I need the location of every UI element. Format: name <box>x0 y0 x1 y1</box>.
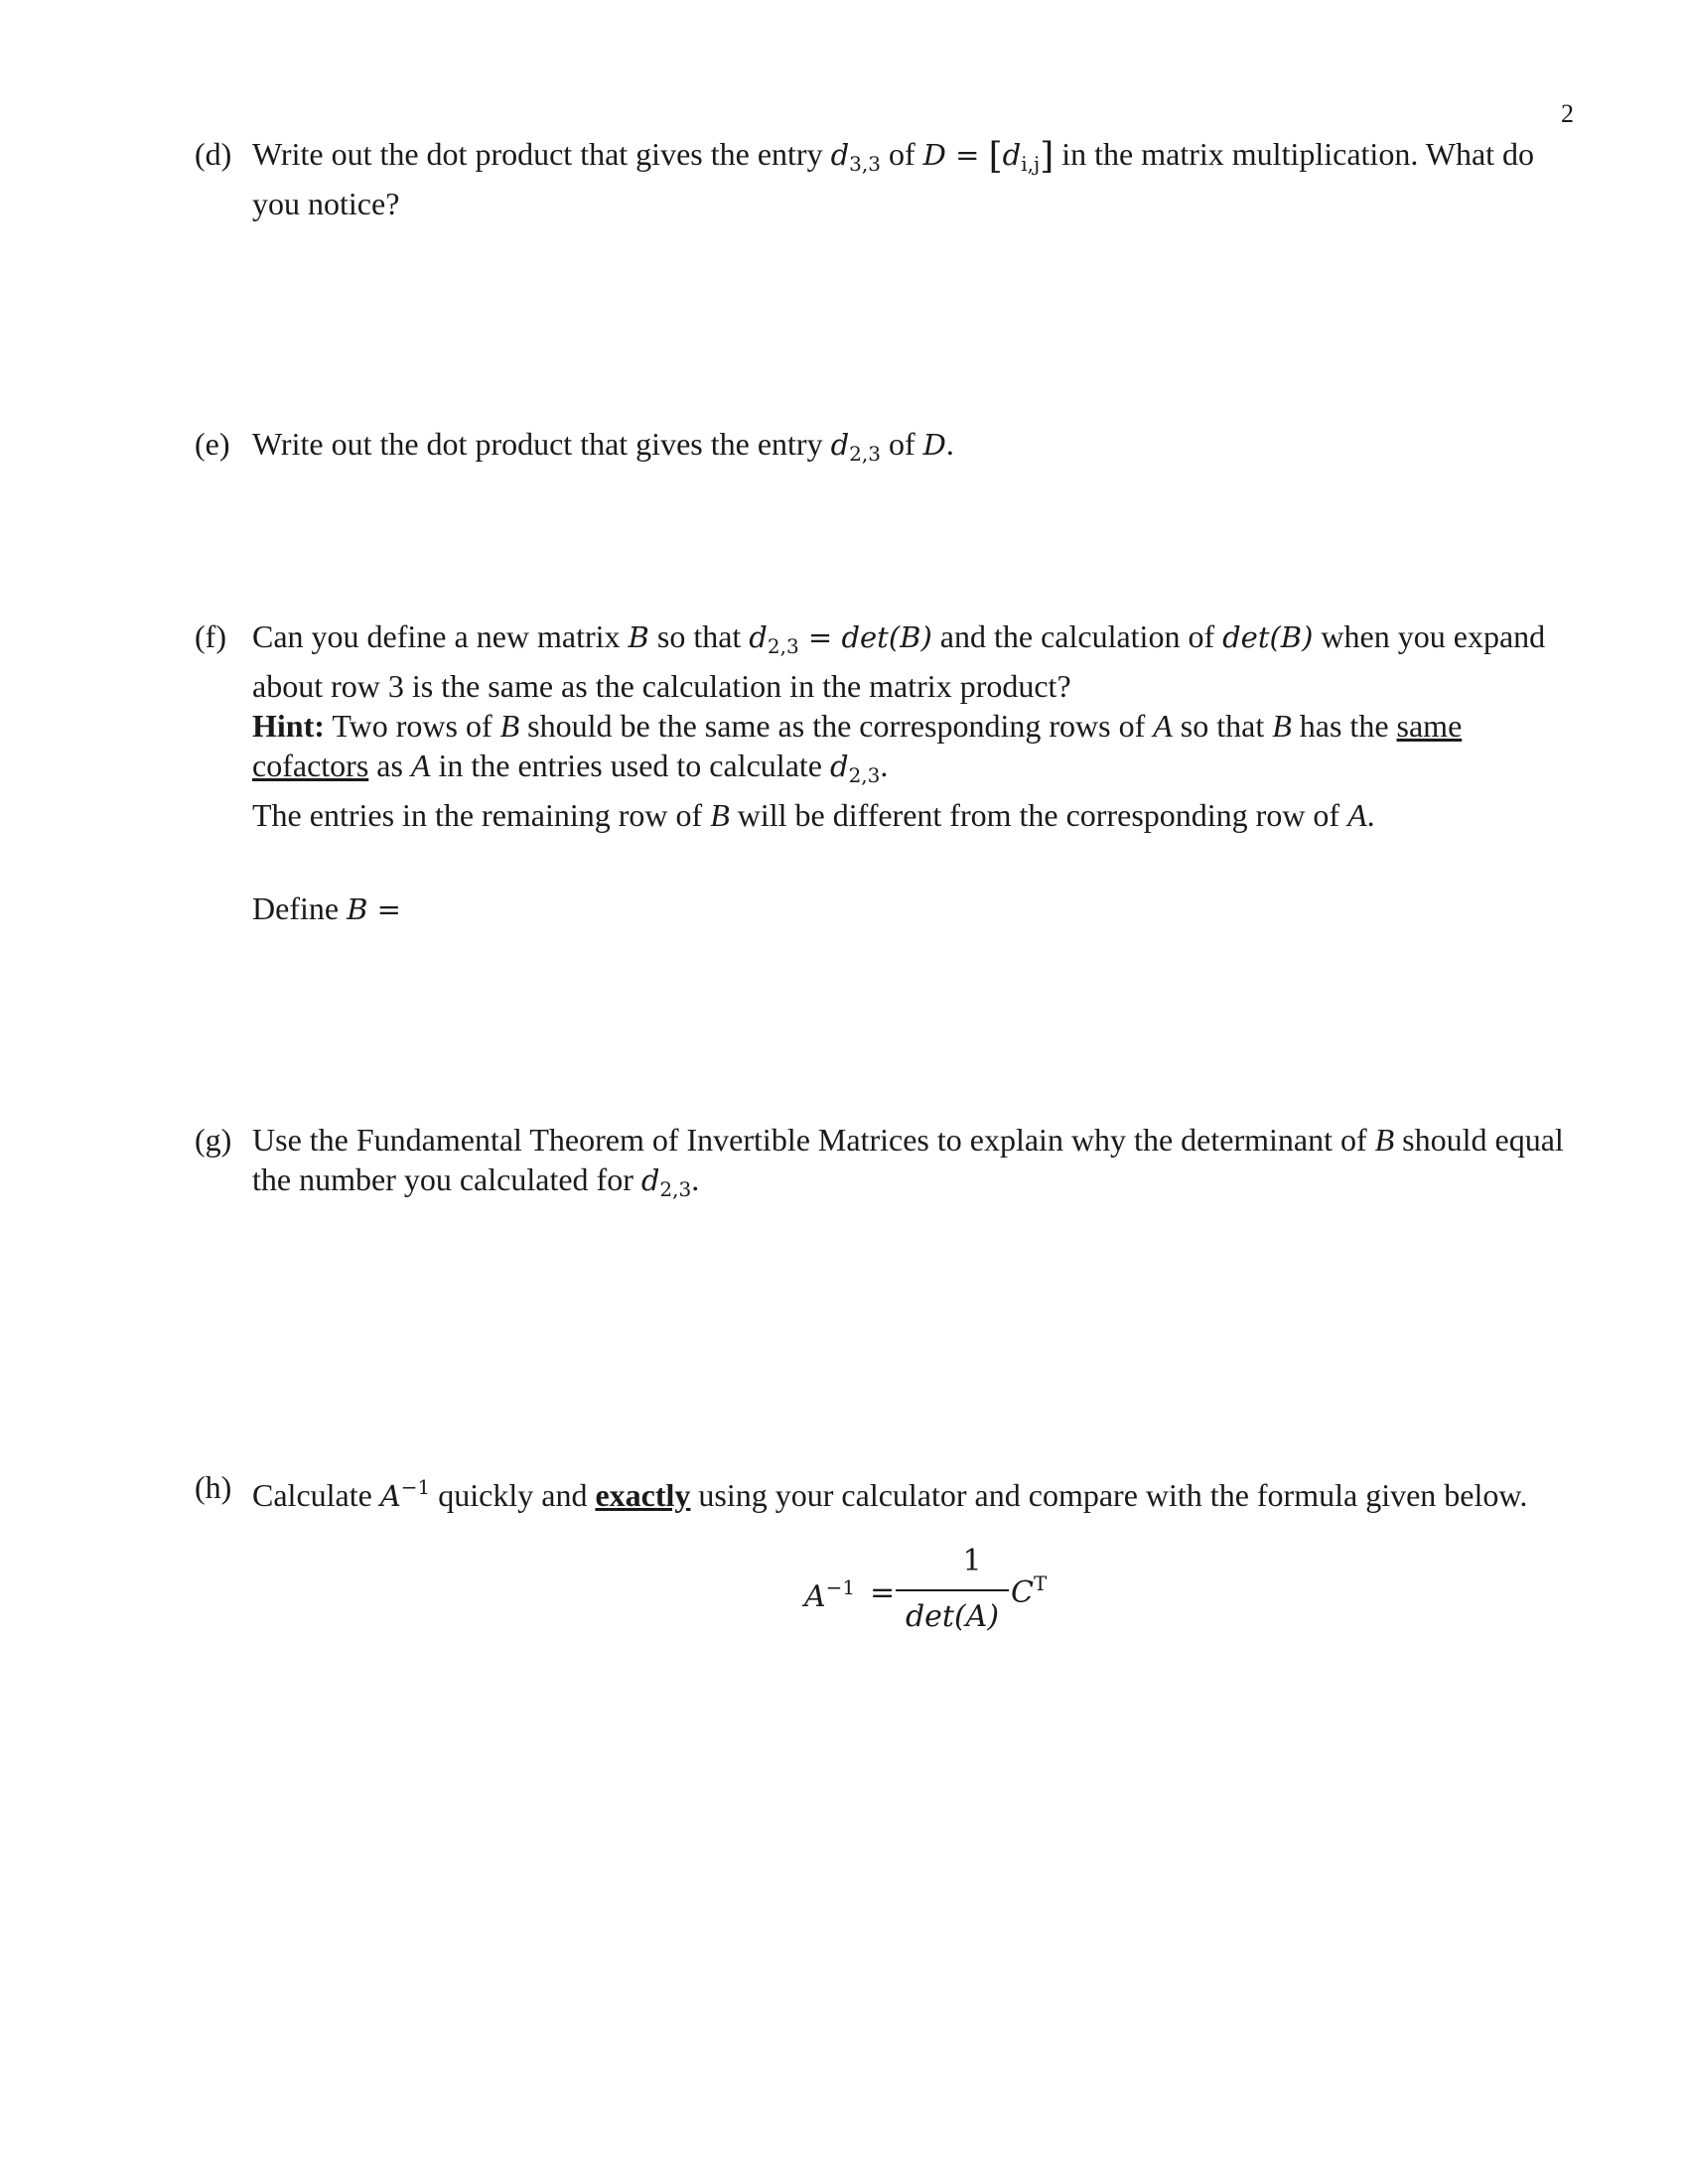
math-d23: $d_{2,3}$ <box>829 750 881 787</box>
formula-numerator: 1 <box>962 1544 982 1578</box>
math-a-inverse: $A^{-1}$ <box>379 1475 431 1513</box>
formula-equals: = <box>870 1575 896 1610</box>
question-h: (h) Calculate $A^{-1}$ quickly and exactly using your calculator and compare with the formula given below. <box>195 1469 1528 1513</box>
question-label: (e) <box>195 426 230 462</box>
fraction-bar <box>896 1589 1009 1591</box>
question-label: (d) <box>195 136 232 172</box>
question-label: (h) <box>195 1469 232 1505</box>
question-d: (d) Write out the dot product that gives the entry $d_{3,3}$ of $D = [d_{i,j}]$ in the matrix multiplication. What do you notice? <box>195 136 1535 221</box>
page-number: 2 <box>1561 99 1574 128</box>
question-label: (f) <box>195 618 226 654</box>
formula-denominator: det(A) <box>905 1599 1000 1634</box>
inverse-formula <box>804 1544 1062 1653</box>
math-d23: $d_{2,3}$ <box>830 428 881 466</box>
underlined-same-cofactors: same cofactors <box>252 708 1463 783</box>
define-b-line: Define B = <box>252 890 401 926</box>
question-g: (g) Use the Fundamental Theorem of Invertible Matrices to explain why the determinant of B should equal the number you calculated for $d_{2,3}$. <box>195 1122 1564 1201</box>
hint-label: Hint: <box>252 708 325 744</box>
emphasis-exactly: exactly <box>595 1477 691 1513</box>
question-label: (g) <box>195 1122 232 1158</box>
math-d33: $d_{3,3}$ <box>830 138 881 176</box>
formula-rhs: $C^T$ <box>1011 1571 1048 1610</box>
question-e: (e) Write out the dot product that gives the entry $d_{2,3}$ of D. <box>195 426 954 466</box>
math-d23: $d_{2,3}$ <box>640 1163 692 1201</box>
question-f: (f) Can you define a new matrix B so that $d_{2,3} = \det(B)$ and the calculation of det(B) when you expand about row 3 is the same as the calculation in the matrix product? Hint: Two rows of B should be the same as the corresponding rows of A so that B has the same cofactors as A in the entries used to calculate $d_{2,3}$. The entries in the remaining row of B will be different from the corresponding row of A. <box>195 618 1546 833</box>
formula-lhs: $A^{-1}$ <box>804 1575 856 1614</box>
math-dij: $d_{i,j}$ <box>1002 138 1041 176</box>
math-d23: $d_{2,3}$ <box>749 620 799 658</box>
